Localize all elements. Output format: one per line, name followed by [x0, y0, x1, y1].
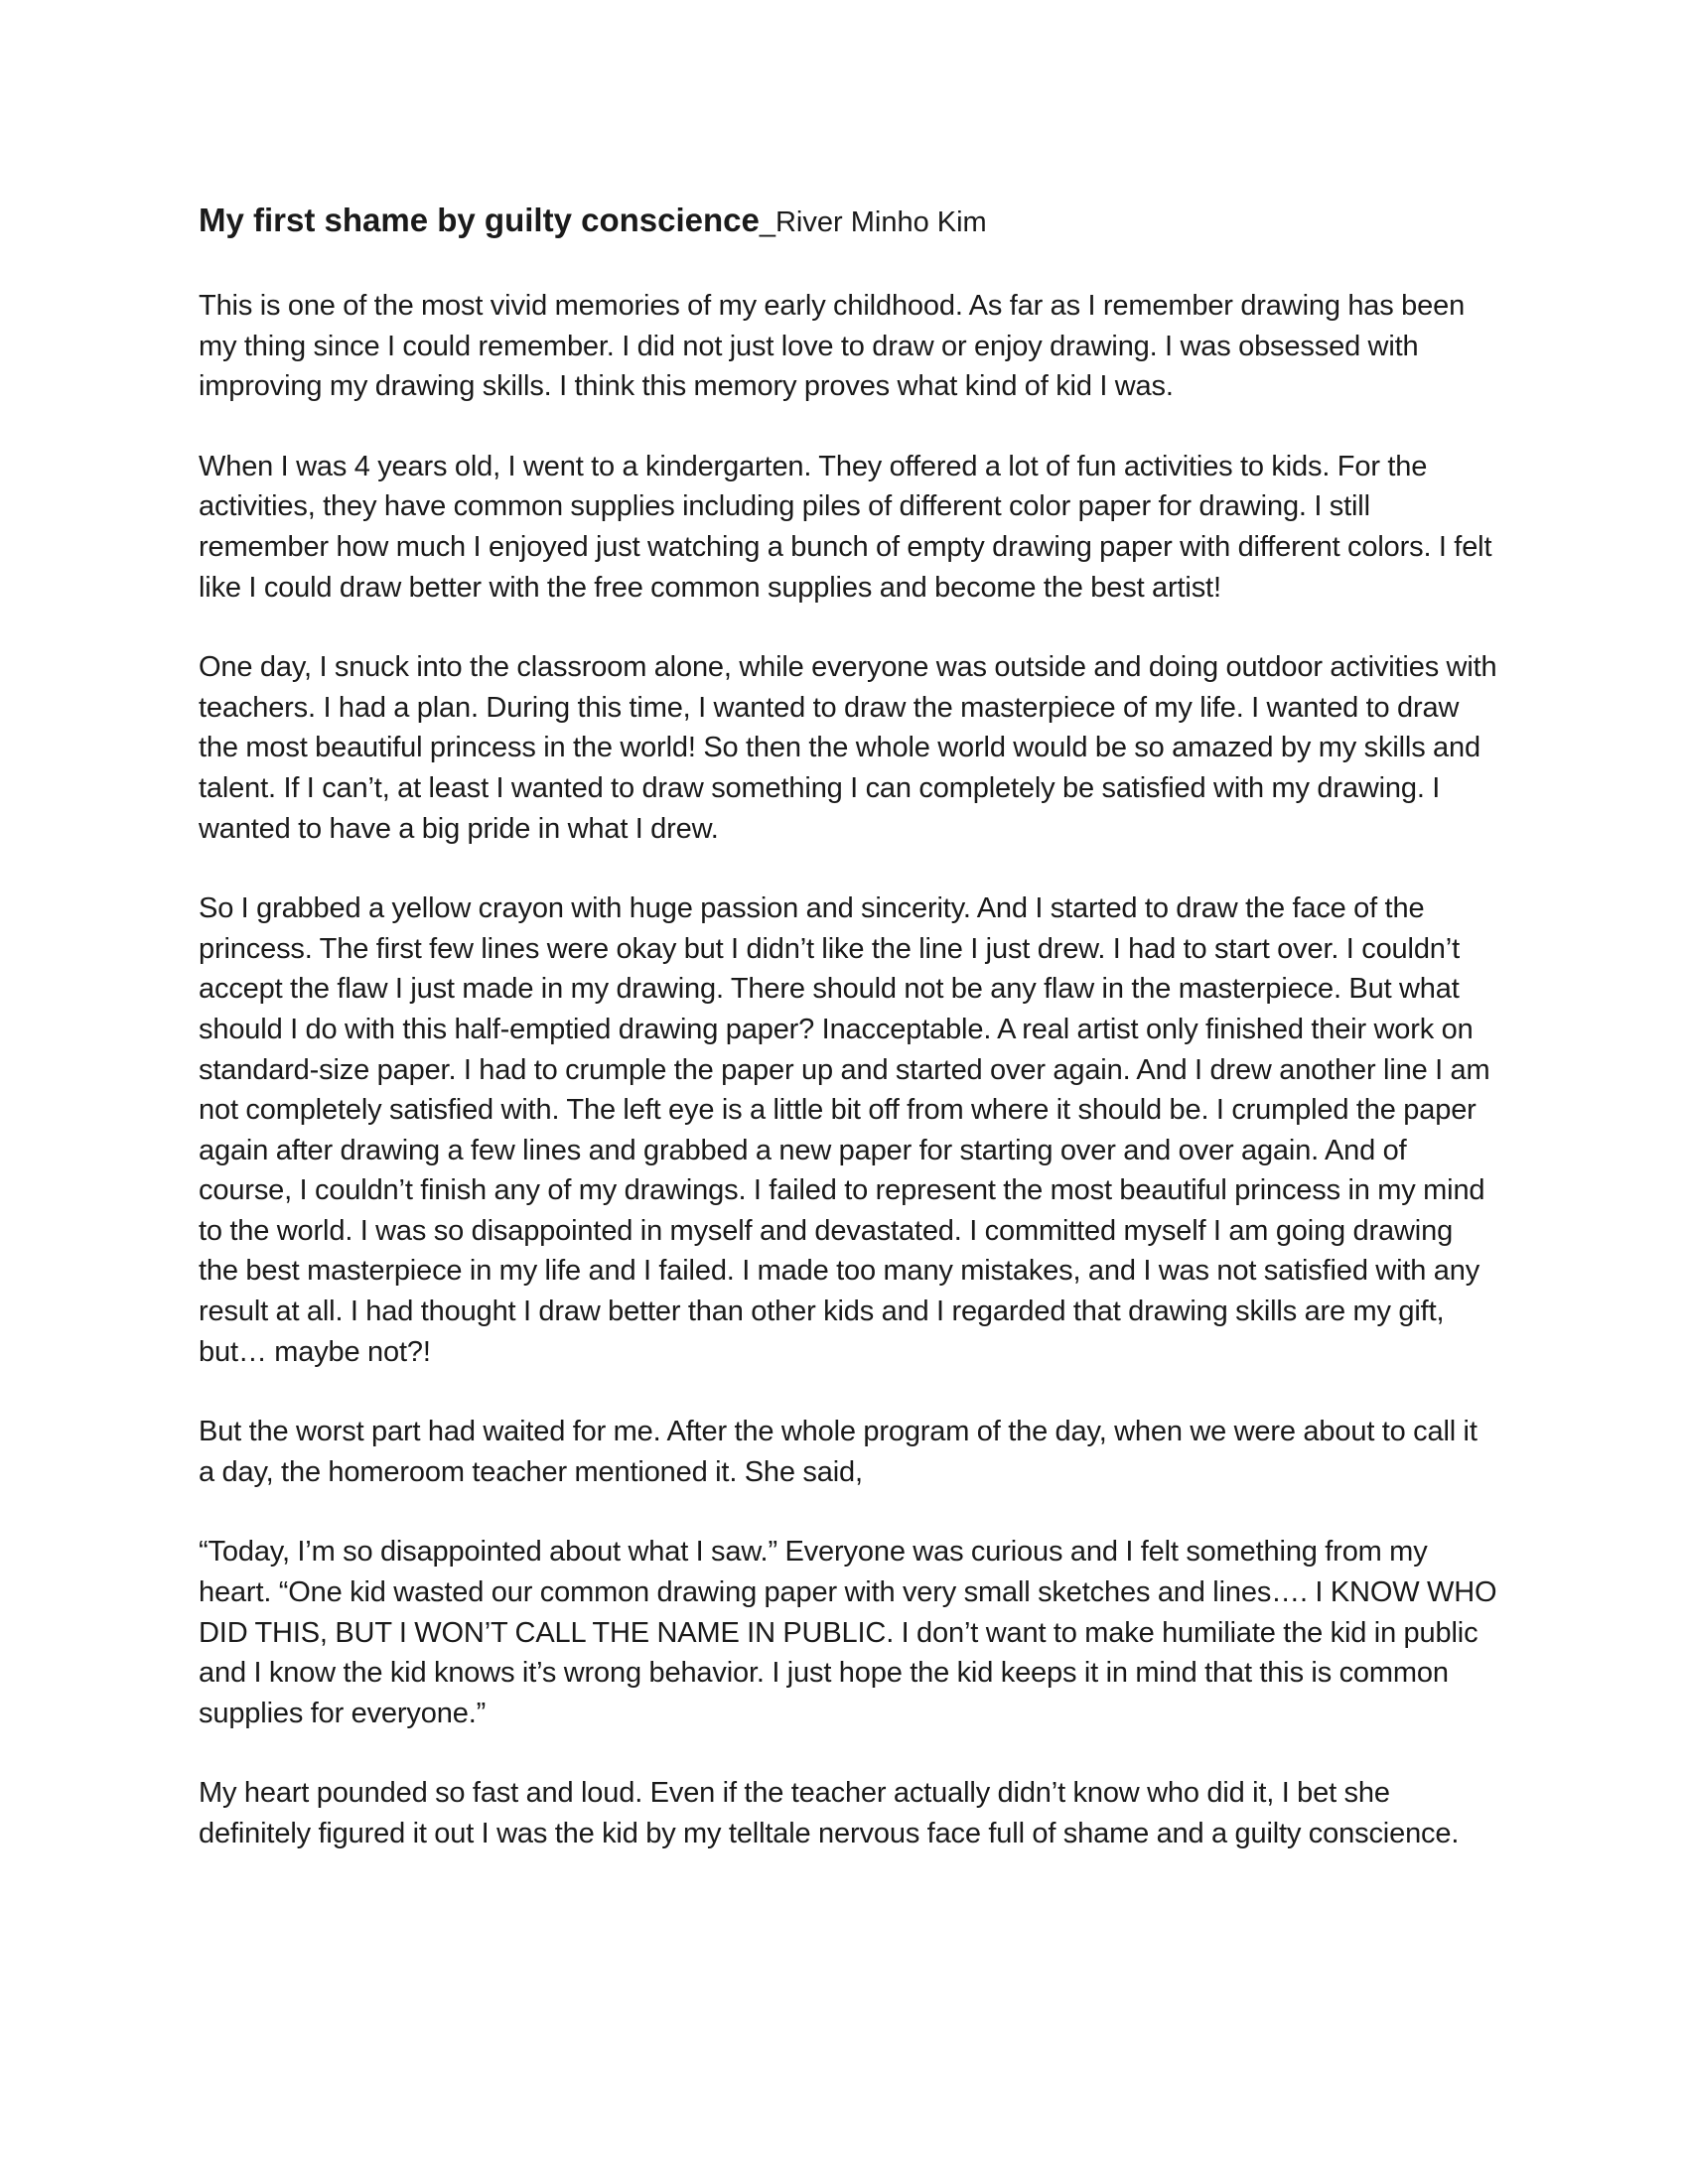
document-title: My first shame by guilty conscience — [199, 202, 760, 238]
document-heading — [199, 195, 1499, 248]
paragraph-conclusion: My heart pounded so fast and loud. Even if the teacher actually didn’t know who did it, I bet she definitely figured it out I was the kid by my telltale nervous face full of shame and a guilty conscience. — [199, 1777, 1460, 1849]
document-author: _River Minho Kim — [759, 206, 987, 238]
document-page — [199, 195, 1499, 1894]
paragraph-kindergarten: When I was 4 years old, I went to a kindergarten. They offered a lot of fun activities to kids. For the activities, they have common supplies including piles of different color paper for drawing. I still remember how much I enjoyed just watching a bunch of empty drawing paper with different colors. I felt like I could draw better with the free common supplies and become the best artist! — [199, 450, 1492, 604]
paragraph-drawing: So I grabbed a yellow crayon with huge passion and sincerity. And I started to draw the face of the princess. The first few lines were okay but I didn’t like the line I just drew. I had to start over. I couldn’t accept the flaw I just made in my drawing. There should not be any flaw in the masterpiece. But what should I do with this half-emptied drawing paper? Inacceptable. A real artist only finished their work on standard-size paper. I had to crumple the paper up and started over again. And I drew another line I am not completely satisfied with. The left eye is a little bit off from where it should be. I crumpled the paper again after drawing a few lines and grabbed a new paper for starting over and over again. And of course, I couldn’t finish any of my drawings. I failed to represent the most beautiful princess in my mind to the world. I was so disappointed in myself and devastated. I committed myself I am going drawing the best masterpiece in my life and I failed. I made too many mistakes, and I was not satisfied with any result at all. I had thought I draw better than other kids and I regarded that drawing skills are my gift, but… maybe not?! — [199, 892, 1490, 1368]
paragraph-worst-part: But the worst part had waited for me. After the whole program of the day, when we were about to call it a day, the homeroom teacher mentioned it. She said, — [199, 1416, 1477, 1488]
paragraph-teacher-quote: “Today, I’m so disappointed about what I saw.” Everyone was curious and I felt something from my heart. “One kid wasted our common drawing paper with very small sketches and lines…. I KNOW WHO DID THIS, BUT I WON’T CALL THE NAME IN PUBLIC. I don’t want to make humiliate the kid in public and I know the kid knows it’s wrong behavior. I just hope the kid keeps it in mind that this is common supplies for everyone.” — [199, 1536, 1497, 1729]
paragraph-plan: One day, I snuck into the classroom alone, while everyone was outside and doing outdoor activities with teachers. I had a plan. During this time, I wanted to draw the masterpiece of my life. I wanted to draw the most beautiful princess in the world! So then the whole world would be so amazed by my skills and talent. If I can’t, at least I wanted to draw something I can completely be satisfied with my drawing. I wanted to have a big pride in what I drew. — [199, 651, 1497, 845]
paragraph-intro: This is one of the most vivid memories of my early childhood. As far as I remember drawing has been my thing since I could remember. I did not just love to draw or enjoy drawing. I was obsessed with improving my drawing skills. I think this memory proves what kind of kid I was. — [199, 290, 1466, 403]
